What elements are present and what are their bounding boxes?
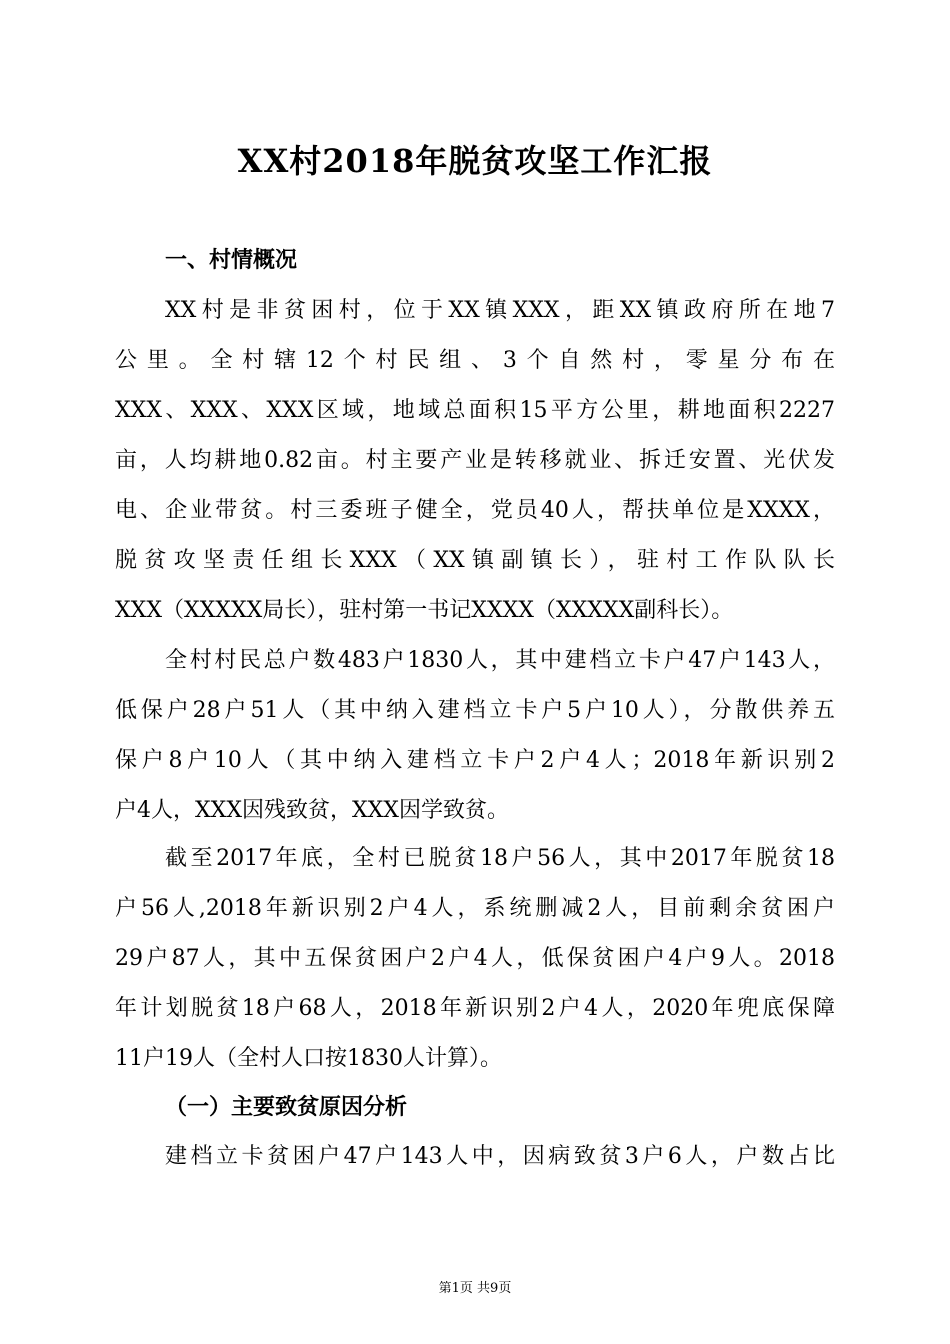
- text-line: 低保户28户51人（其中纳入建档立卡户5户10人），分散供养五: [115, 698, 835, 723]
- subsection-heading-poverty-causes: （一）主要致贫原因分析: [165, 1095, 408, 1120]
- text-line: 截至2017年底，全村已脱贫18户56人，其中2017年脱贫18: [165, 846, 835, 871]
- text-line: 公里。全村辖12个村民组、3个自然村，零星分布在: [115, 348, 835, 373]
- text-line: 脱贫攻坚责任组长XXX（XX镇副镇长），驻村工作队队长: [115, 548, 835, 573]
- text-line: 全村村民总户数483户1830人，其中建档立卡户47户143人，: [165, 648, 835, 673]
- text-line: 11户19人（全村人口按1830人计算）。: [115, 1046, 502, 1071]
- text-line: 户4人，XXX因残致贫，XXX因学致贫。: [115, 798, 509, 823]
- text-line: 29户87人，其中五保贫困户2户4人，低保贫困户4户9人。2018: [115, 946, 835, 971]
- text-line: 保户8户10人（其中纳入建档立卡户2户4人；2018年新识别2: [115, 748, 835, 773]
- document-title: XX村2018年脱贫攻坚工作汇报: [237, 142, 713, 180]
- text-line: XXX、XXX、XXX区域，地域总面积15平方公里，耕地面积2227: [115, 398, 835, 423]
- text-line: 电、企业带贫。村三委班子健全，党员40人，帮扶单位是XXXX，: [115, 498, 835, 523]
- text-line: 年计划脱贫18户68人，2018年新识别2户4人，2020年兜底保障: [115, 996, 835, 1021]
- section-heading-village-overview: 一、村情概况: [165, 248, 298, 273]
- page-number-footer: 第1页 共9页: [438, 1281, 512, 1296]
- text-line: 亩，人均耕地0.82亩。村主要产业是转移就业、拆迁安置、光伏发: [115, 448, 835, 473]
- text-line: XXX（XXXXX局长），驻村第一书记XXXX（XXXXX副科长）。: [115, 598, 734, 623]
- paragraph-poverty-causes: [115, 1132, 835, 1182]
- text-line: 建档立卡贫困户47户143人中，因病致贫3户6人，户数占比: [165, 1144, 835, 1169]
- paragraph-poverty-status: [115, 834, 835, 1084]
- text-line: 户56人,2018年新识别2户4人，系统删减2人，目前剩余贫困户: [115, 896, 835, 921]
- text-line: XX村是非贫困村，位于XX镇XXX，距XX镇政府所在地7: [165, 298, 835, 323]
- paragraph-village-profile: [115, 286, 835, 636]
- paragraph-population: [115, 636, 835, 836]
